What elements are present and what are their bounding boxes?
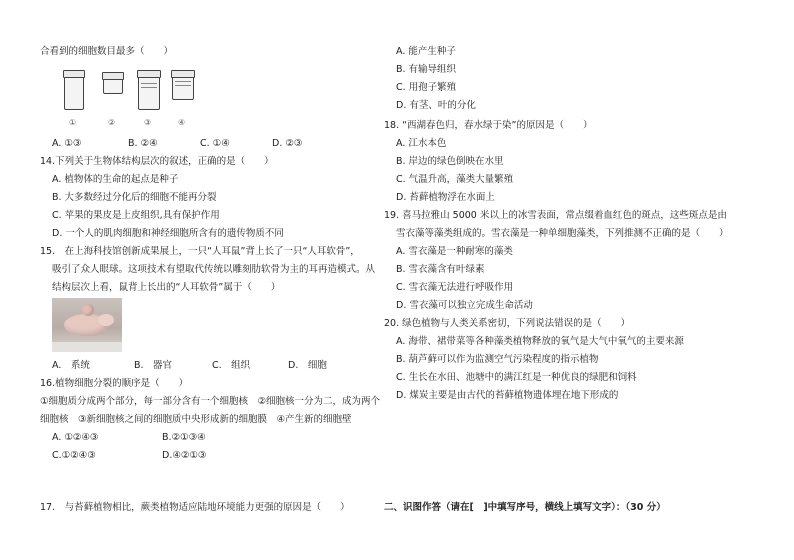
- q16-option-c: C.①②④③: [52, 450, 96, 461]
- q19-option-c: C. 雪衣藻无法进行呼吸作用: [396, 282, 514, 293]
- q14-option-d: D. 一个人的肌肉细胞和神经细胞所含有的遗传物质不同: [52, 228, 284, 239]
- q15-line-2: 吸引了众人眼球。这项技术有望取代传统以雕刻肋软骨为主的耳再造模式。从: [52, 264, 376, 275]
- ear-mouse-photo: [52, 298, 122, 352]
- q19-line-2: 雪衣藻等藻类组成的。雪衣藻是一种单细胞藻类，下列推测不正确的是（ ）: [396, 228, 729, 239]
- eyepiece-short-icon: [103, 74, 123, 94]
- q13-option-d: D. ②③: [272, 138, 303, 149]
- q14-option-b: B. 大多数经过分化后的细胞不能再分裂: [52, 192, 217, 203]
- q17-option-c: C. 用孢子繁殖: [396, 82, 457, 93]
- q19-option-a: A. 雪衣藻是一种耐寒的藻类: [396, 246, 513, 257]
- q16-line-1: ①细胞质分成两个部分，每一部分含有一个细胞核 ②细胞核一分为二，成为两个: [40, 396, 381, 407]
- q17-option-a: A. 能产生种子: [396, 46, 456, 57]
- lens-label-3: ③: [144, 118, 152, 127]
- q15-option-b: B. 器官: [134, 360, 173, 371]
- q15-line-3: 结构层次上看，鼠背上长出的“人耳软骨”属于（ ）: [52, 282, 281, 293]
- objective-long-icon: [138, 72, 160, 110]
- q18-option-c: C. 气温升高，藻类大量繁殖: [396, 174, 514, 185]
- q18-option-a: A. 江水本色: [396, 138, 447, 149]
- q16-option-a: A. ①②④③: [52, 432, 99, 443]
- q14-option-c: C. 苹果的果皮是上皮组织,具有保护作用: [52, 210, 220, 221]
- section-2-heading: 二、识图作答（请在[ ]中填写序号，横线上填写文字）：（30 分）: [384, 502, 666, 513]
- q15-line-1: 15. 在上海科技馆创新成果展上，一只“人耳鼠”背上长了一只“人耳软骨”，: [40, 246, 360, 257]
- q19-option-b: B. 雪衣藻含有叶绿素: [396, 264, 485, 275]
- q16-option-b: B.②①③④: [162, 432, 206, 443]
- q20-stem: 20. 绿色植物与人类关系密切，下列说法错误的是（ ）: [384, 318, 631, 329]
- q17-stem: 17. 与苔藓植物相比，蕨类植物适应陆地环境能力更强的原因是（ ）: [40, 502, 350, 513]
- q17-option-d: D. 有茎、叶的分化: [396, 100, 476, 111]
- q18-stem: 18. “西湖春色归，春水绿于染”的原因是（ ）: [384, 120, 593, 131]
- lens-label-2: ②: [108, 118, 116, 127]
- eyepiece-long-icon: [64, 72, 84, 110]
- q19-option-d: D. 雪衣藻可以独立完成生命活动: [396, 300, 533, 311]
- q17-option-b: B. 有输导组织: [396, 64, 457, 75]
- lens-label-4: ④: [178, 118, 186, 127]
- q20-option-a: A. 海带、裙带菜等各种藻类植物释放的氧气是大气中氧气的主要来源: [396, 336, 684, 347]
- q15-option-d: D. 细胞: [288, 360, 327, 371]
- q15-option-a: A. 系统: [52, 360, 90, 371]
- q18-option-b: B. 岸边的绿色倒映在水里: [396, 156, 504, 167]
- lens-label-1: ①: [69, 118, 77, 127]
- q13-option-c: C. ①④: [200, 138, 230, 149]
- q13-option-b: B. ②④: [128, 138, 158, 149]
- q16-option-d: D.④②①③: [162, 450, 207, 461]
- q20-option-b: B. 葫芦藓可以作为监测空气污染程度的指示植物: [396, 354, 599, 365]
- q14-option-a: A. 植物体的生命的起点是种子: [52, 174, 179, 185]
- q13-option-a: A. ①③: [52, 138, 82, 149]
- q18-option-d: D. 苔藓植物浮在水面上: [396, 192, 495, 203]
- q19-line-1: 19. 喜马拉雅山 5000 米以上的冰雪表面，常点缀着血红色的斑点，这些斑点是由: [384, 210, 727, 221]
- q16-line-2: 细胞核 ③新细胞核之间的细胞质中央形成新的细胞膜 ④产生新的细胞壁: [40, 414, 352, 425]
- q20-option-c: C. 生长在水田、池塘中的满江红是一种优良的绿肥和饲料: [396, 372, 637, 383]
- objective-short-icon: [172, 72, 194, 100]
- q16-stem: 16.植物细胞分裂的顺序是（ ）: [40, 378, 189, 389]
- q20-option-d: D. 煤炭主要是由古代的苔藓植物遗体埋在地下形成的: [396, 390, 619, 401]
- q14-stem: 14.下列关于生物体结构层次的叙述，正确的是（ ）: [40, 156, 274, 167]
- q15-option-c: C. 组织: [212, 360, 251, 371]
- q13-stem-tail: 合看到的细胞数目最多（ ）: [40, 46, 174, 57]
